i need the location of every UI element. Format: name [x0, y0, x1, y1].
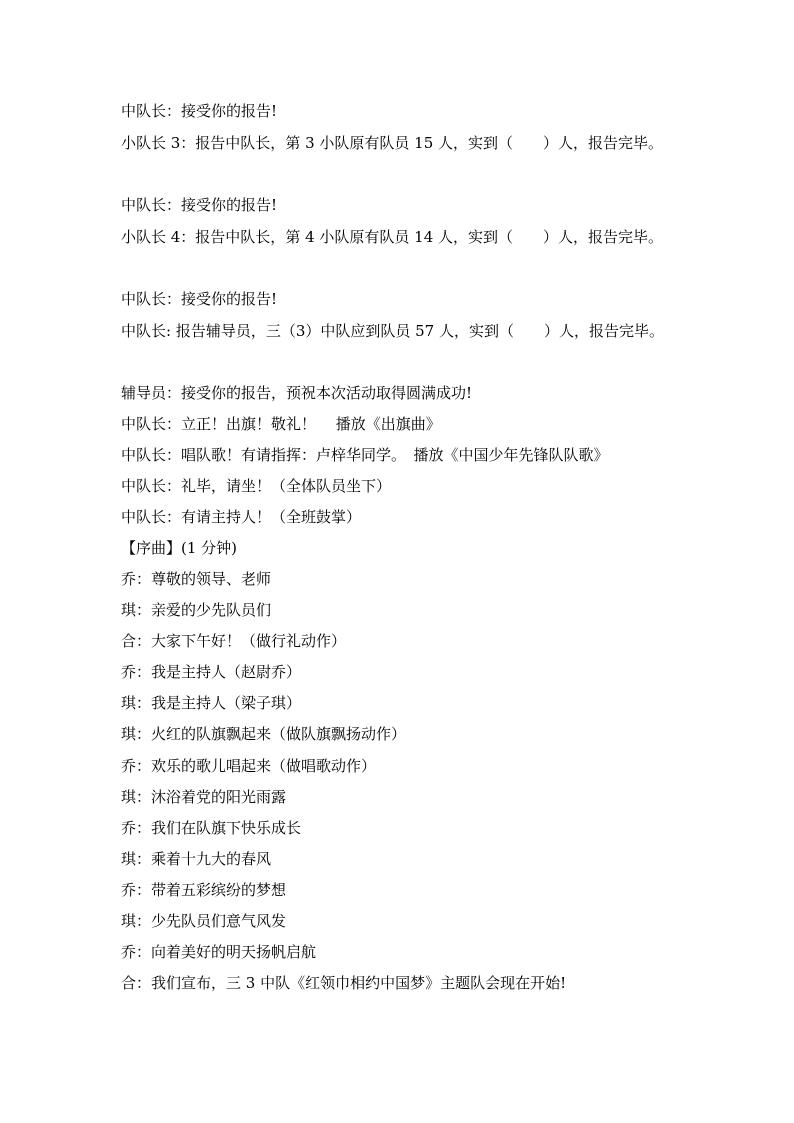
text-line: 中队长：唱队歌！有请指挥：卢梓华同学。 播放《中国少年先锋队队歌》 [121, 446, 609, 464]
text-line: 乔：欢乐的歌儿唱起来（做唱歌动作） [121, 757, 377, 775]
text-line: 小队长 4：报告中队长，第 4 小队原有队员 14 人，实到（ ）人，报告完毕。 [121, 228, 664, 246]
text-line: 乔：我们在队旗下快乐成长 [121, 819, 302, 837]
text-line: 琪：亲爱的少先队员们 [121, 601, 272, 619]
text-line: 中队长：接受你的报告! [121, 290, 278, 308]
text-line: 琪：我是主持人（梁子琪） [121, 694, 302, 712]
text-line: 琪：沐浴着党的阳光雨露 [121, 788, 287, 806]
text-line: 琪：少先队员们意气风发 [121, 912, 287, 930]
text-line: 合：大家下午好！（做行礼动作） [121, 632, 347, 650]
text-line: 乔：尊敬的领导、老师 [121, 570, 272, 588]
text-line: 辅导员：接受你的报告，预祝本次活动取得圆满成功! [121, 384, 473, 402]
section-heading: 【序曲】(1 分钟) [121, 539, 238, 557]
text-line: 乔：向着美好的明天扬帆启航 [121, 943, 317, 961]
text-line: 小队长 3：报告中队长，第 3 小队原有队员 15 人，实到（ ）人，报告完毕。 [121, 134, 664, 152]
text-line: 琪：乘着十九大的春风 [121, 850, 272, 868]
text-line: 乔：我是主持人（赵尉乔） [121, 663, 302, 681]
text-line: 中队长：接受你的报告! [121, 196, 278, 214]
text-line: 中队长: 报告辅导员，三（3）中队应到队员 57 人，实到（ ）人，报告完毕。 [121, 322, 664, 340]
text-line: 合：我们宣布，三 3 中队《红领巾相约中国梦》主题队会现在开始! [121, 974, 567, 992]
text-line: 中队长：立正！出旗！敬礼！ 播放《出旗曲》 [121, 415, 441, 433]
text-line: 中队长：礼毕，请坐！（全体队员坐下） [121, 477, 392, 495]
text-line: 乔：带着五彩缤纷的梦想 [121, 881, 287, 899]
text-line: 琪：火红的队旗飘起来（做队旗飘扬动作） [121, 725, 407, 743]
text-line: 中队长：有请主持人！（全班鼓掌） [121, 508, 362, 526]
text-line: 中队长：接受你的报告! [121, 102, 278, 120]
